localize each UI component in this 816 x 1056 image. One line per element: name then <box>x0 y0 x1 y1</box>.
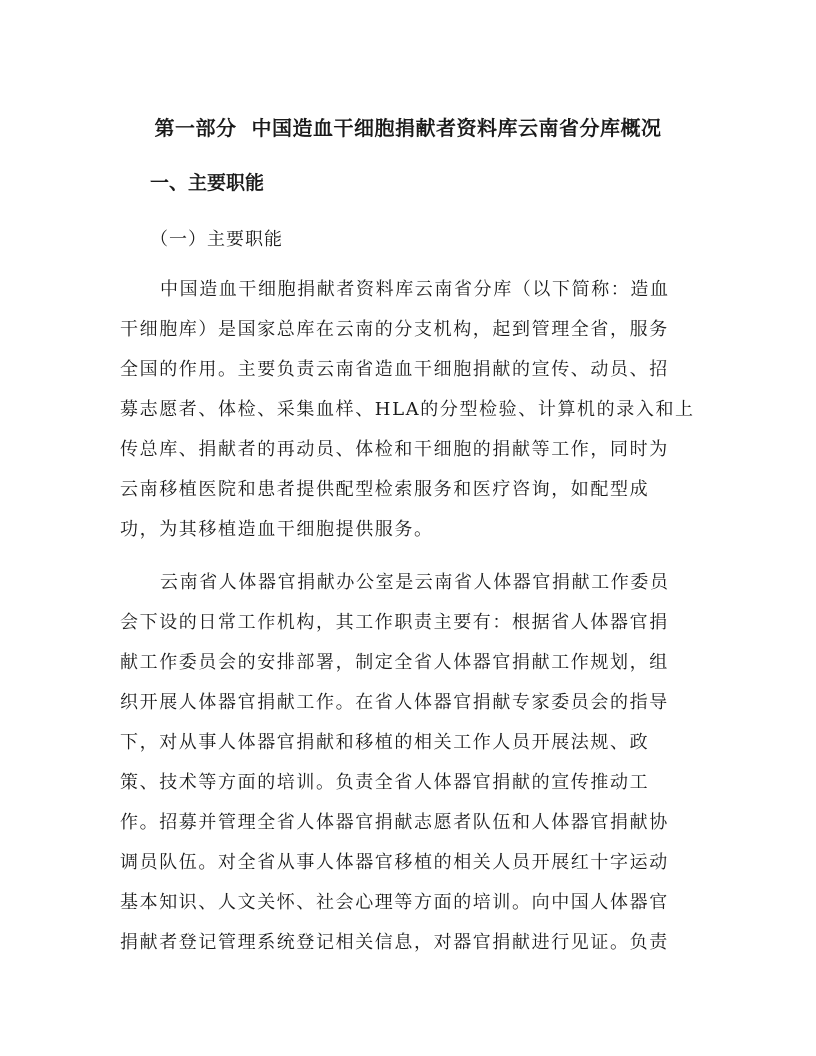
paragraph-line: 干细胞库）是国家总库在云南的分支机构，起到管理全省，服务 <box>120 319 669 340</box>
paragraph-organ-bank-duties <box>120 270 700 550</box>
paragraph-line: 献工作委员会的安排部署，制定全省人体器官捐献工作规划，组 <box>120 652 669 673</box>
paragraph-line: 传总库、捐献者的再动员、体检和干细胞的捐献等工作，同时为 <box>120 439 669 460</box>
paragraph-line: 调员队伍。对全省从事人体器官移植的相关人员开展红十字运动 <box>120 852 669 873</box>
paragraph-line: 策、技术等方面的培训。负责全省人体器官捐献的宣传推动工 <box>120 772 650 793</box>
paragraph-line: 基本知识、人文关怀、社会心理等方面的培训。向中国人体器官 <box>120 892 669 913</box>
subsection-heading: （一）主要职能 <box>150 229 283 250</box>
paragraph-organ-donation-office <box>120 563 700 963</box>
paragraph-line: 全国的作用。主要负责云南省造血干细胞捐献的宣传、动员、招 <box>120 359 669 380</box>
paragraph-line: 下，对从事人体器官捐献和移植的相关工作人员开展法规、政 <box>120 732 650 753</box>
section-heading: 一、主要职能 <box>150 172 265 194</box>
paragraph-line: 功，为其移植造血干细胞提供服务。 <box>120 519 434 540</box>
paragraph-line: 云南移植医院和患者提供配型检索服务和医疗咨询，如配型成 <box>120 479 650 500</box>
paragraph-line: 捐献者登记管理系统登记相关信息，对器官捐献进行见证。负责 <box>120 932 669 953</box>
paragraph-line: 募志愿者、体检、采集血样、HLA的分型检验、计算机的录入和上 <box>120 399 695 420</box>
paragraph-line: 织开展人体器官捐献工作。在省人体器官捐献专家委员会的指导 <box>120 692 669 713</box>
paragraph-line: 会下设的日常工作机构，其工作职责主要有：根据省人体器官捐 <box>120 612 669 633</box>
page-title: 第一部分 中国造血干细胞捐献者资料库云南省分库概况 <box>154 116 662 140</box>
paragraph-line: 作。招募并管理全省人体器官捐献志愿者队伍和人体器官捐献协 <box>120 812 669 833</box>
paragraph-line: 云南省人体器官捐献办公室是云南省人体器官捐献工作委员 <box>160 572 670 593</box>
paragraph-line: 中国造血干细胞捐献者资料库云南省分库（以下简称：造血 <box>160 279 670 300</box>
